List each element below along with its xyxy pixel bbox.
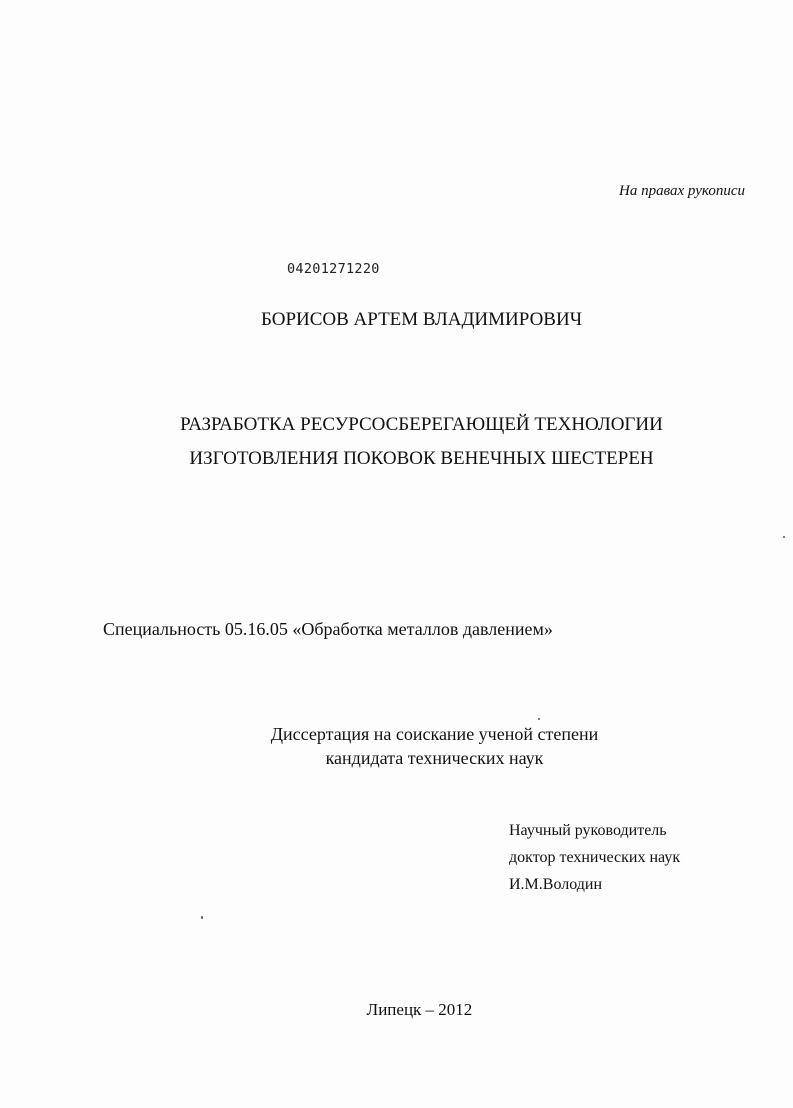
manuscript-rights-note: На правах рукописи <box>619 183 745 199</box>
supervisor-degree: доктор технических наук <box>509 849 681 866</box>
supervisor-role: Научный руководитель <box>509 822 667 839</box>
dissertation-degree-line-2: кандидата технических наук <box>325 748 544 768</box>
scan-speck <box>783 536 785 538</box>
author-name: БОРИСОВ АРТЕМ ВЛАДИМИРОВИЧ <box>260 309 583 330</box>
dissertation-degree-line-1: Диссертация на соискание ученой степени <box>270 724 599 744</box>
city-year: Липецк – 2012 <box>366 1000 473 1019</box>
supervisor-name: И.М.Володин <box>509 876 603 893</box>
scan-speck <box>538 718 540 720</box>
scan-speck <box>201 916 203 919</box>
specialty-line: Специальность 05.16.05 «Обработка металлов давлением» <box>103 619 553 639</box>
thesis-title-line-1: РАЗРАБОТКА РЕСУРСОСБЕРЕГАЮЩЕЙ ТЕХНОЛОГИИ <box>180 414 663 435</box>
registration-code: 04201271220 <box>287 261 380 277</box>
thesis-title-line-2: ИЗГОТОВЛЕНИЯ ПОКОВОК ВЕНЕЧНЫХ ШЕСТЕРЕН <box>189 448 654 469</box>
